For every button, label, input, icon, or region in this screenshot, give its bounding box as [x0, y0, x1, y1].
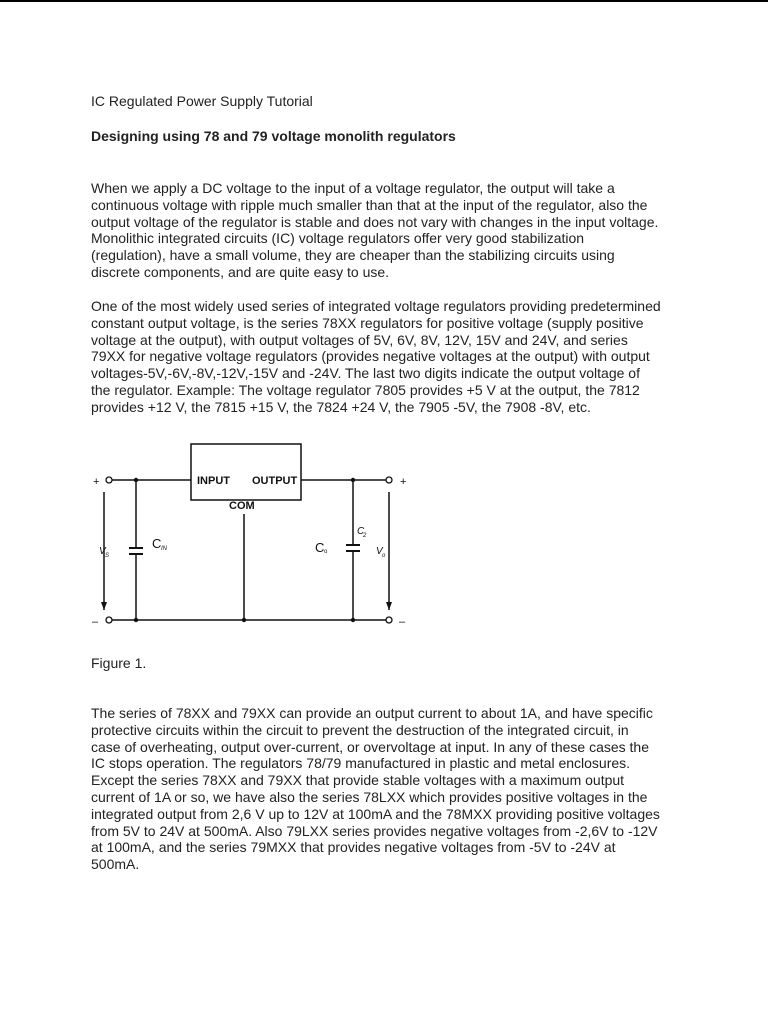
vo-label: V — [376, 546, 383, 557]
figure-caption: Figure 1. — [91, 655, 147, 671]
output-minus-terminal — [386, 617, 392, 623]
cin-sub-label: IN — [161, 546, 167, 552]
junction-dot — [351, 478, 355, 482]
output-label: OUTPUT — [252, 475, 298, 487]
paragraph-line: Except the series 78XX and 79XX that provide stable voltages with a maximum output — [91, 772, 625, 789]
page-top-edge — [0, 0, 768, 2]
co-label: C — [315, 540, 325, 555]
vs-sub-label: S — [105, 553, 110, 559]
paragraph-line: discrete components, and are quite easy to use. — [91, 263, 390, 280]
paragraph-line: The series of 78XX and 79XX can provide an output current to about 1A, and have specific — [91, 705, 653, 721]
junction-dot — [134, 478, 138, 482]
regulator-circuit-diagram — [91, 436, 421, 632]
paragraph-line: 500mA. — [91, 856, 140, 873]
paragraph-line: IC stops operation. The regulators 78/79 manufactured in plastic and metal enclosures. — [91, 755, 631, 772]
paragraph-line: One of the most widely used series of integrated voltage regulators providing predetermined — [91, 298, 661, 314]
paragraph-line: output voltage of the regulator is stable and does not vary with changes in the input voltage. — [91, 213, 659, 230]
minus-left-label: – — [92, 616, 99, 628]
paragraph-line: When we apply a DC voltage to the input of a voltage regulator, the output will take a — [91, 180, 615, 196]
paragraph-line: (regulation), have a small volume, they are cheaper than the stabilizing circuits using — [91, 247, 615, 264]
paragraph-line: the regulator. Example: The voltage regulator 7805 provides +5 V at the output, the 7812 — [91, 381, 640, 398]
junction-dot — [134, 618, 138, 622]
paragraph-line: voltages-5V,-6V,-8V,-12V,-15V and -24V. The last two digits indicate the output voltage of — [91, 365, 640, 382]
document-title: IC Regulated Power Supply Tutorial — [91, 93, 313, 109]
minus-right-label: – — [399, 616, 406, 628]
paragraph-line: at 100mA, and the series 79MXX that provides negative voltages from -5V to -24V at — [91, 839, 616, 856]
vo-arrowhead — [386, 602, 392, 610]
junction-dot — [351, 618, 355, 622]
co-sub-label: o — [324, 549, 328, 555]
paragraph-line: Monolithic integrated circuits (IC) voltage regulators offer very good stabilization — [91, 230, 585, 247]
vo-sub-label: o — [382, 553, 386, 559]
paragraph-series — [91, 298, 691, 416]
paragraph-line: integrated output from 2,6 V up to 12V at 100mA and the 78MXX providing positive voltages — [91, 805, 660, 822]
document-subtitle: Designing using 78 and 79 voltage monolith regulators — [91, 128, 456, 144]
paragraph-line: from 5V to 24V at 500mA. Also 79LXX series provides negative voltages from -2,6V to -12V — [91, 822, 658, 839]
paragraph-line: case of overheating, output over-current, or overvoltage at input. In any of these cases the — [91, 738, 649, 755]
c2-label: C — [357, 526, 365, 537]
junction-dot — [242, 618, 246, 622]
input-minus-terminal — [106, 617, 112, 623]
paragraph-line: 79XX for negative voltage regulators (provides negative voltages at the output) with output — [91, 348, 650, 365]
com-label: COM — [229, 500, 255, 512]
paragraph-line: voltage at the output), with output voltages of 5V, 6V, 8V, 12V, 15V and 24V, and series — [91, 331, 628, 348]
paragraph-line: current of 1A or so, we have also the series 78LXX which provides positive voltages in the — [91, 788, 648, 805]
paragraph-line: constant output voltage, is the series 78XX regulators for positive voltage (supply positive — [91, 314, 644, 331]
paragraph-line: continuous voltage with ripple much smaller than that at the input of the regulator, also the — [91, 196, 648, 213]
vs-arrowhead — [101, 602, 107, 610]
plus-right-label: + — [400, 476, 407, 488]
paragraph-line: protective circuits within the circuit to prevent the destruction of the integrated circuit, in — [91, 721, 629, 738]
regulator-box — [191, 444, 301, 500]
plus-left-label: + — [93, 476, 100, 488]
input-label: INPUT — [197, 475, 230, 487]
paragraph-line: provides +12 V, the 7815 +15 V, the 7824 +24 V, the 7905 -5V, the 7908 -8V, etc. — [91, 398, 591, 415]
cin-label: C — [152, 536, 162, 551]
paragraph-intro — [91, 180, 691, 281]
output-plus-terminal — [386, 477, 392, 483]
vs-label: V — [99, 546, 106, 557]
c2-sub-label: 2 — [363, 533, 367, 539]
input-plus-terminal — [106, 477, 112, 483]
paragraph-current — [91, 705, 691, 873]
